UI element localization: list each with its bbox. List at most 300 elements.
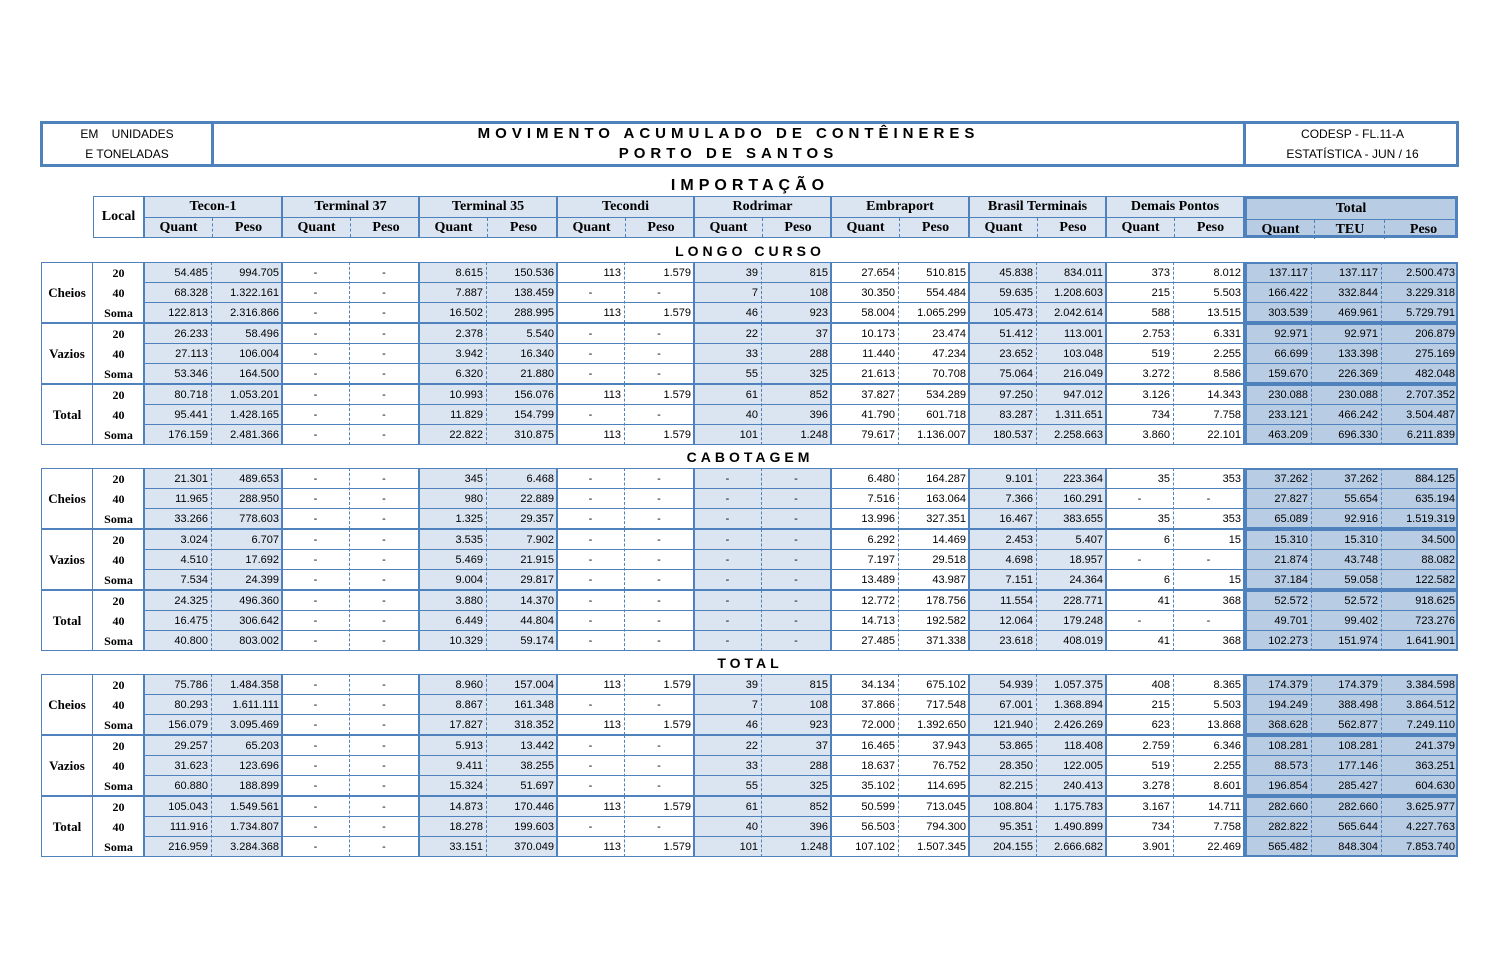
table-cell: 40 (745, 821, 758, 833)
table-cell: 1.579 (663, 841, 691, 853)
table-cell: - (588, 740, 593, 752)
table-cell: 51.697 (520, 780, 554, 792)
table-cell: 52.572 (1344, 595, 1378, 607)
report-subtitle: PORTO DE SANTOS (618, 145, 839, 162)
header-group-name: Terminal 37 (283, 197, 418, 218)
table-cell: 44.804 (520, 615, 554, 627)
table-cell: - (725, 554, 730, 566)
table-cell: 47.234 (932, 348, 966, 360)
table-cell: 83.287 (999, 409, 1033, 421)
table-cell: 10.993 (449, 389, 483, 401)
table-cell: 54.939 (999, 679, 1033, 691)
table-cell: 288.995 (514, 307, 554, 319)
table-cell: 118.408 (1064, 740, 1103, 752)
header-units-box (43, 124, 214, 164)
table-cell: 22.101 (1207, 429, 1241, 441)
table-cell: 113 (603, 801, 621, 813)
table-cell: 373 (1151, 267, 1170, 279)
table-cell: - (657, 473, 661, 485)
row-local: 20 (112, 739, 125, 753)
table-cell: 108.804 (993, 801, 1033, 813)
block-label: Cheios (41, 468, 93, 529)
table-cell: 24.325 (174, 595, 208, 607)
header-sub-quant: Quant (1261, 222, 1300, 237)
table-cell: 161.348 (514, 699, 554, 711)
table-cell: 113 (603, 429, 621, 441)
table-cell: 519 (1151, 760, 1170, 772)
table-cell: 105.473 (993, 307, 1033, 319)
table-cell: - (725, 473, 730, 485)
table-cell: 30.350 (861, 287, 895, 299)
table-cell: 325 (809, 368, 828, 380)
header-group-7 (1106, 196, 1244, 238)
local-header: Local (93, 196, 144, 238)
table-cell: 3.024 (180, 534, 208, 546)
table-cell: 368 (1222, 635, 1241, 647)
table-cell: 3.535 (455, 534, 483, 546)
table-cell: - (313, 719, 318, 731)
table-cell: - (313, 635, 318, 647)
table-cell: 1.368.894 (1054, 699, 1103, 711)
table-cell: 92.971 (1274, 328, 1308, 340)
table-cell: 15 (1228, 574, 1241, 586)
table-cell: - (657, 760, 661, 772)
table-cell: 3.860 (1142, 429, 1170, 441)
table-cell: 2.453 (1005, 534, 1033, 546)
table-cell: 174.379 (1268, 679, 1308, 691)
header-sub-teu: TEU (1314, 220, 1385, 239)
table-cell: 23.474 (932, 328, 966, 340)
table-cell: 282.660 (1268, 801, 1308, 813)
table-cell: 26.233 (174, 328, 208, 340)
table-cell: 123.696 (239, 760, 279, 772)
table-cell: 834.011 (1064, 267, 1103, 279)
table-cell: 108 (809, 699, 828, 711)
table-cell: - (588, 473, 593, 485)
table-cell: 7.534 (180, 574, 208, 586)
table-cell: - (382, 534, 386, 546)
table-cell: 121.940 (993, 719, 1033, 731)
table-cell: 7.758 (1213, 409, 1241, 421)
table-cell: 21.613 (861, 368, 895, 380)
table-cell: 28.350 (999, 760, 1033, 772)
table-cell: 496.360 (239, 595, 279, 607)
table-cell: - (382, 513, 386, 525)
header-sub-quant: Quant (1121, 220, 1160, 235)
table-cell: 1.611.111 (232, 699, 279, 711)
table-cell: 2.255 (1213, 348, 1241, 360)
table-cell: 206.879 (1415, 328, 1455, 340)
table-cell: 1.549.561 (230, 801, 279, 813)
table-cell: 160.291 (1063, 493, 1103, 505)
table-cell: 29.357 (520, 513, 554, 525)
table-cell: 113.001 (1064, 328, 1103, 340)
table-cell: 14.711 (1208, 801, 1241, 813)
table-cell: 58.004 (861, 307, 895, 319)
table-cell: 35 (1157, 473, 1170, 485)
table-cell: - (313, 534, 318, 546)
table-cell: 371.338 (926, 635, 966, 647)
table-cell: 55 (745, 780, 758, 792)
table-cell: - (588, 368, 593, 380)
table-cell: 5.729.791 (1406, 307, 1455, 319)
table-cell: - (657, 409, 661, 421)
table-cell: 76.752 (932, 760, 966, 772)
table-cell: 2.500.473 (1406, 267, 1455, 279)
table-cell: 6.480 (867, 473, 895, 485)
table-cell: 852 (809, 389, 828, 401)
table-cell: 216.959 (168, 841, 208, 853)
table-cell: 15.310 (1344, 534, 1378, 546)
table-cell: 368.628 (1268, 719, 1308, 731)
table-cell: 408.019 (1063, 635, 1103, 647)
table-cell: - (313, 493, 318, 505)
header-sub-peso: Peso (350, 218, 421, 237)
table-cell: 240.413 (1063, 780, 1103, 792)
table-cell: 3.284.368 (230, 841, 279, 853)
table-cell: 310.875 (514, 429, 554, 441)
table-cell: - (657, 699, 661, 711)
table-cell: 51.412 (999, 328, 1033, 340)
table-cell: 101 (739, 841, 758, 853)
table-cell: - (313, 328, 318, 340)
table-cell: 101 (739, 429, 758, 441)
table-cell: 2.316.866 (230, 307, 279, 319)
header-group-3 (557, 196, 694, 238)
block-label: Vazios (41, 529, 93, 590)
header-sub-quant: Quant (846, 220, 885, 235)
table-cell: - (382, 574, 386, 586)
table-cell: 388.498 (1338, 699, 1378, 711)
table-cell: 174.379 (1338, 679, 1378, 691)
table-cell: - (382, 429, 386, 441)
table-cell: - (657, 821, 661, 833)
table-cell: 5.540 (526, 328, 554, 340)
table-cell: 41.790 (861, 409, 895, 421)
table-cell: 565.482 (1268, 841, 1308, 853)
block-label: Vazios (41, 323, 93, 384)
table-cell: 27.827 (1274, 493, 1308, 505)
table-cell: 16.465 (861, 740, 895, 752)
table-cell: 230.088 (1268, 389, 1308, 401)
table-cell: 14.343 (1207, 389, 1241, 401)
row-local: 40 (112, 820, 125, 834)
table-cell: 3.229.318 (1406, 287, 1455, 299)
header-group-name: Tecondi (558, 197, 693, 218)
table-cell: 70.708 (932, 368, 966, 380)
table-cell: 4.227.763 (1406, 821, 1455, 833)
table-cell: - (725, 595, 730, 607)
header-title-box (214, 124, 1243, 164)
table-cell: 918.625 (1415, 595, 1455, 607)
table-cell: 166.422 (1268, 287, 1308, 299)
row-local: Soma (104, 573, 133, 587)
row-local: 40 (112, 759, 125, 773)
table-cell: - (657, 780, 661, 792)
table-cell: - (588, 635, 593, 647)
table-cell: 16.475 (174, 615, 208, 627)
table-cell: 8.586 (1213, 368, 1241, 380)
report-header (40, 121, 1459, 167)
table-cell: 53.346 (174, 368, 208, 380)
table-cell: 588 (1151, 307, 1170, 319)
table-cell: - (382, 760, 386, 772)
table-cell: 2.255 (1213, 760, 1241, 772)
header-group-name: Brasil Terminais (970, 197, 1105, 218)
block-label: Total (41, 590, 93, 651)
table-cell: 534.289 (926, 389, 966, 401)
table-cell: 6.707 (251, 534, 279, 546)
table-cell: 6.211.839 (1406, 429, 1455, 441)
table-cell: - (794, 493, 798, 505)
table-cell: 3.126 (1142, 389, 1170, 401)
table-cell: 675.102 (926, 679, 966, 691)
table-cell: 95.441 (174, 409, 208, 421)
table-cell: 226.369 (1338, 368, 1378, 380)
table-cell: 180.537 (993, 429, 1033, 441)
table-cell: 285.427 (1338, 780, 1378, 792)
table-cell: - (382, 287, 386, 299)
table-cell: 5.503 (1213, 287, 1241, 299)
header-group-0 (144, 196, 282, 238)
table-cell: 1.053.201 (230, 389, 279, 401)
header-sub-quant: Quant (297, 220, 336, 235)
table-cell: 275.169 (1415, 348, 1455, 360)
header-group-4 (694, 196, 831, 238)
table-cell: - (313, 574, 318, 586)
table-cell: 353 (1222, 473, 1241, 485)
table-cell: 815 (809, 679, 828, 691)
table-cell: 11.440 (862, 348, 895, 360)
table-cell: - (382, 699, 386, 711)
table-cell: 33.151 (449, 841, 483, 853)
header-sub-peso: Peso (762, 218, 833, 237)
table-cell: 815 (809, 267, 828, 279)
table-cell: 88.082 (1421, 554, 1455, 566)
table-cell: - (313, 389, 318, 401)
table-cell: 13.442 (520, 740, 554, 752)
table-cell: 43.748 (1344, 554, 1378, 566)
table-cell: 7 (751, 287, 758, 299)
header-sub-peso: Peso (899, 218, 971, 237)
table-cell: 27.654 (861, 267, 895, 279)
header-sub-quant: Quant (434, 220, 473, 235)
table-cell: 113 (603, 841, 621, 853)
table-cell: 1.484.358 (230, 679, 279, 691)
table-cell: 23.652 (999, 348, 1033, 360)
table-cell: 408 (1151, 679, 1170, 691)
row-local: Soma (104, 306, 133, 320)
table-cell: 370.049 (514, 841, 554, 853)
table-cell: 35 (1157, 513, 1170, 525)
table-cell: 466.242 (1338, 409, 1378, 421)
table-cell: 113 (603, 307, 621, 319)
table-cell: 215 (1151, 699, 1170, 711)
table-cell: - (588, 699, 593, 711)
table-cell: 33 (745, 760, 758, 772)
table-cell: 994.705 (239, 267, 279, 279)
table-cell: - (382, 409, 386, 421)
table-cell: 92.971 (1344, 328, 1378, 340)
table-cell: - (382, 389, 386, 401)
table-cell: 282.660 (1338, 801, 1378, 813)
table-cell: 22 (745, 740, 758, 752)
table-cell: 1.311.651 (1054, 409, 1103, 421)
row-local: 20 (112, 388, 125, 402)
row-local: 20 (112, 800, 125, 814)
table-cell: 14.873 (449, 801, 483, 813)
table-cell: 303.539 (1268, 307, 1308, 319)
table-cell: 6.292 (867, 534, 895, 546)
block-label: Vazios (41, 735, 93, 796)
header-source-line2: ESTATÍSTICA - JUN / 16 (1286, 147, 1419, 161)
table-cell: 713.045 (926, 801, 966, 813)
table-cell: - (313, 409, 318, 421)
row-local: Soma (104, 512, 133, 526)
table-cell: 6.331 (1213, 328, 1241, 340)
table-cell: 489.653 (239, 473, 279, 485)
table-cell: - (794, 513, 798, 525)
table-cell: 1.519.319 (1406, 513, 1455, 525)
table-cell: 60.880 (174, 780, 208, 792)
table-cell: 3.880 (455, 595, 483, 607)
table-cell: 9.101 (1005, 473, 1033, 485)
table-cell: 80.718 (174, 389, 208, 401)
table-cell: 55.654 (1344, 493, 1378, 505)
table-cell: - (382, 719, 386, 731)
row-local: 40 (112, 614, 125, 628)
table-cell: 133.398 (1338, 348, 1378, 360)
table-cell: 107.102 (855, 841, 895, 853)
table-cell: 59.058 (1344, 574, 1378, 586)
block-label: Total (41, 796, 93, 857)
header-source-box (1243, 124, 1459, 164)
table-cell: 105.043 (168, 801, 208, 813)
table-cell: - (313, 554, 318, 566)
table-cell: - (725, 615, 730, 627)
table-cell: 192.582 (926, 615, 966, 627)
table-cell: 223.364 (1063, 473, 1103, 485)
table-cell: 41 (1157, 595, 1170, 607)
table-cell: 18.278 (449, 821, 483, 833)
table-cell: 108 (809, 287, 828, 299)
table-cell: 852 (809, 801, 828, 813)
table-cell: 55 (745, 368, 758, 380)
table-cell: 241.379 (1415, 740, 1455, 752)
table-cell: 325 (809, 780, 828, 792)
table-cell: - (588, 328, 593, 340)
table-cell: 1.057.375 (1054, 679, 1103, 691)
row-local: Soma (104, 840, 133, 854)
table-cell: - (313, 348, 318, 360)
table-cell: 363.251 (1415, 760, 1455, 772)
header-units-line2: E TONELADAS (85, 147, 169, 161)
table-cell: - (313, 595, 318, 607)
report-title: MOVIMENTO ACUMULADO DE CONTÊINERES (477, 125, 980, 142)
table-cell: 108.281 (1338, 740, 1378, 752)
table-cell: 7.902 (526, 534, 554, 546)
table-cell: - (313, 760, 318, 772)
table-cell: 27.485 (861, 635, 895, 647)
table-cell: 3.625.977 (1406, 801, 1455, 813)
table-cell: 3.504.487 (1406, 409, 1455, 421)
table-cell: 12.064 (999, 615, 1033, 627)
table-cell: 282.822 (1268, 821, 1308, 833)
table-cell: - (382, 267, 386, 279)
table-cell: 1.325 (455, 513, 483, 525)
table-cell: 7.853.740 (1406, 841, 1455, 853)
table-cell: 35.102 (861, 780, 895, 792)
table-cell: - (588, 760, 593, 772)
table-cell: 288 (809, 348, 828, 360)
table-cell: 40.800 (174, 635, 208, 647)
table-cell: - (725, 635, 730, 647)
table-cell: - (382, 740, 386, 752)
table-cell: 8.012 (1213, 267, 1241, 279)
table-cell: 2.707.352 (1406, 389, 1455, 401)
table-cell: 14.370 (520, 595, 554, 607)
table-cell: 3.942 (455, 348, 483, 360)
header-units-line1: EM UNIDADES (80, 127, 174, 141)
section-title: CABOTAGEM (686, 449, 814, 465)
table-cell: - (588, 780, 593, 792)
table-cell: - (1206, 554, 1211, 566)
table-cell: 1.208.603 (1054, 287, 1103, 299)
table-cell: 604.630 (1415, 780, 1455, 792)
header-group-name: Tecon-1 (145, 197, 281, 218)
table-cell: 1.175.783 (1054, 801, 1103, 813)
table-cell: - (794, 595, 798, 607)
table-cell: 138.459 (514, 287, 554, 299)
table-cell: 17.692 (245, 554, 279, 566)
table-cell: 164.500 (239, 368, 279, 380)
row-local: 20 (112, 678, 125, 692)
table-cell: 164.287 (926, 473, 966, 485)
table-cell: - (313, 740, 318, 752)
table-cell: 102.273 (1268, 635, 1308, 647)
table-cell: 288.950 (239, 493, 279, 505)
header-group-8 (1244, 196, 1458, 238)
header-sub-quant: Quant (709, 220, 748, 235)
row-local: Soma (104, 367, 133, 381)
table-cell: 176.159 (168, 429, 208, 441)
table-cell: 16.467 (999, 513, 1033, 525)
table-cell: 332.844 (1338, 287, 1378, 299)
table-cell: 3.384.598 (1406, 679, 1455, 691)
table-cell: - (1206, 615, 1211, 627)
table-cell: - (588, 615, 593, 627)
table-cell: 11.554 (1000, 595, 1033, 607)
table-cell: - (382, 473, 386, 485)
table-cell: 8.615 (455, 267, 483, 279)
table-cell: - (725, 534, 730, 546)
table-cell: - (588, 595, 593, 607)
table-cell: - (313, 287, 318, 299)
table-cell: 13.489 (861, 574, 895, 586)
row-local: 20 (112, 327, 125, 341)
table-cell: 13.868 (1207, 719, 1241, 731)
table-cell: 778.603 (239, 513, 279, 525)
table-cell: 396 (809, 821, 828, 833)
table-cell: 482.048 (1415, 368, 1455, 380)
table-cell: 9.411 (456, 760, 483, 772)
table-cell: - (382, 780, 386, 792)
table-cell: 368 (1222, 595, 1241, 607)
block-label: Cheios (41, 674, 93, 735)
table-cell: 27.113 (175, 348, 208, 360)
table-cell: 15 (1228, 534, 1241, 546)
table-cell: 3.901 (1142, 841, 1170, 853)
